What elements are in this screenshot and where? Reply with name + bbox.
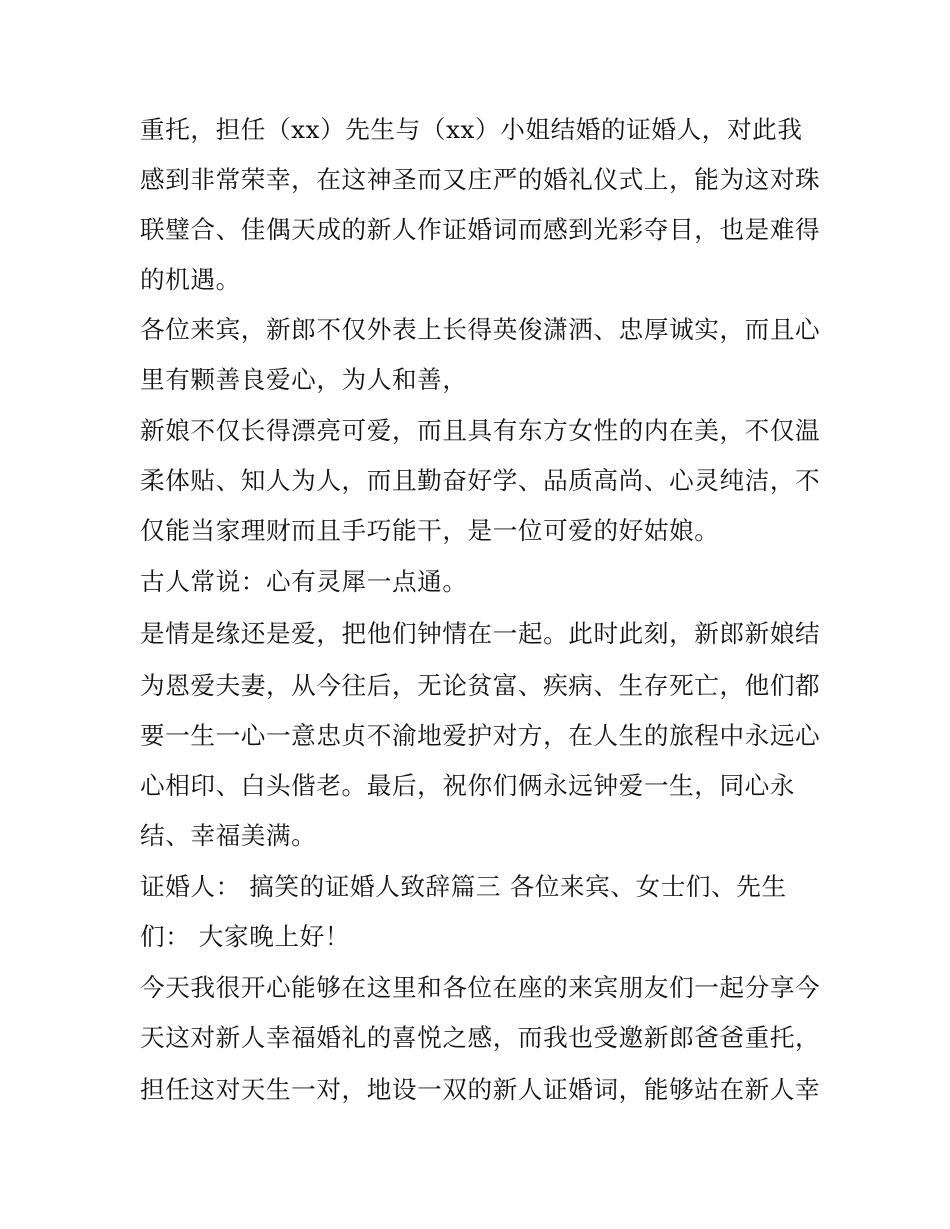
text-line: 天这对新人幸福婚礼的喜悦之感，而我也受邀新郎爸爸重托， [140, 1023, 821, 1052]
text-line: 新娘不仅长得漂亮可爱，而且具有东方女性的内在美，不仅温 [140, 416, 821, 445]
text-line: 的机遇。 [140, 265, 241, 294]
text-line: 心相印、白头偕老。最后，祝你们俩永远钟爱一生，同心永 [140, 771, 796, 800]
text-line: 证婚人： 搞笑的证婚人致辞篇三 各位来宾、女士们、先生 [140, 872, 787, 901]
text-line: 重托，担任（xx）先生与（xx）小姐结婚的证婚人，对此我 [140, 115, 803, 144]
text-line: 要一生一心一意忠贞不渝地爱护对方，在人生的旅程中永远心 [140, 721, 821, 750]
text-line: 柔体贴、知人为人，而且勤奋好学、品质高尚、心灵纯洁，不 [140, 466, 821, 495]
text-line: 感到非常荣幸，在这神圣而又庄严的婚礼仪式上，能为这对珠 [140, 165, 821, 194]
text-line: 仅能当家理财而且手巧能干，是一位可爱的好姑娘。 [140, 516, 720, 545]
text-line: 各位来宾，新郎不仅外表上长得英俊潇洒、忠厚诚实，而且心 [140, 315, 821, 344]
text-line: 联璧合、佳偶天成的新人作证婚词而感到光彩夺目，也是难得 [140, 215, 821, 244]
text-line: 里有颗善良爱心，为人和善， [140, 365, 468, 394]
text-line: 今天我很开心能够在这里和各位在座的来宾朋友们一起分享今 [140, 973, 821, 1002]
text-line: 古人常说：心有灵犀一点通。 [140, 567, 468, 596]
text-line: 担任这对天生一对，地设一双的新人证婚词，能够站在新人幸 [140, 1075, 821, 1104]
text-line: 们： 大家晚上好！ [140, 922, 350, 951]
text-line: 结、幸福美满。 [140, 821, 317, 850]
text-line: 为恩爱夫妻，从今往后，无论贫富、疾病、生存死亡，他们都 [140, 671, 821, 700]
text-line: 是情是缘还是爱，把他们钟情在一起。此时此刻，新郎新娘结 [140, 619, 821, 648]
